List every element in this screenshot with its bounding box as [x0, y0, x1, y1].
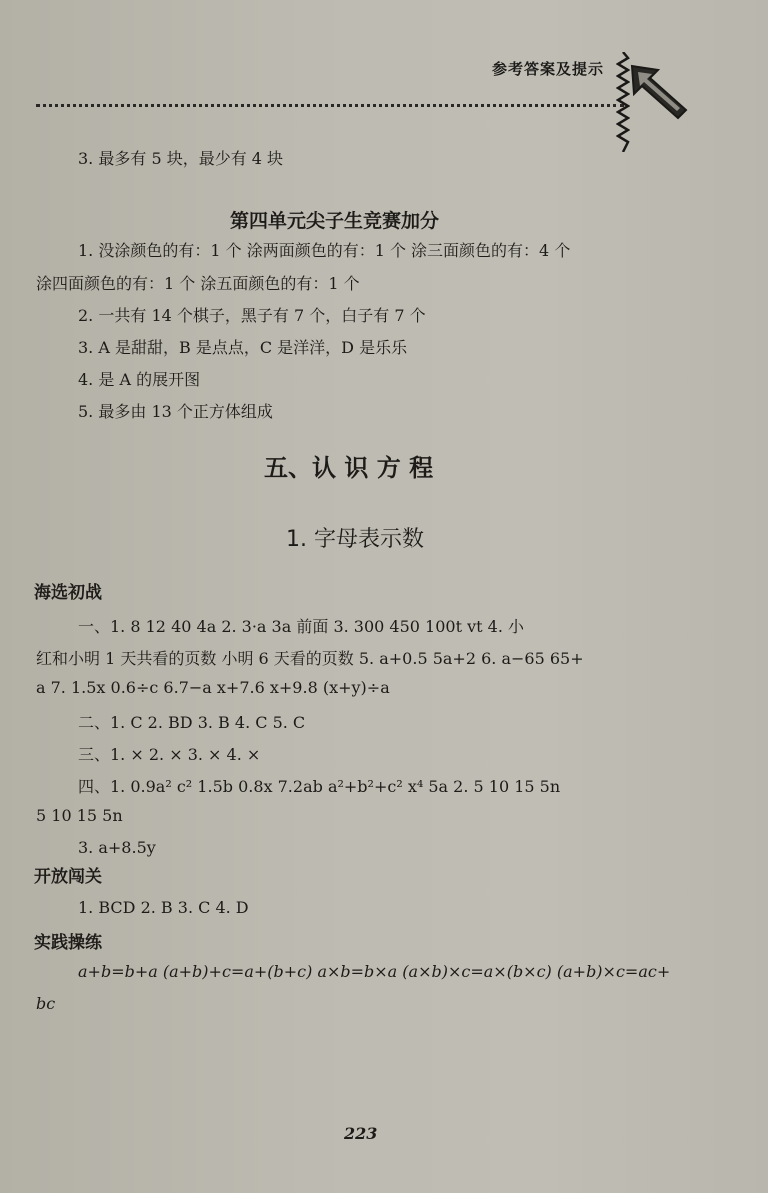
header-dotted-rule	[36, 104, 624, 107]
header-title: 参考答案及提示	[492, 60, 605, 78]
unit4-line-5: 4. 是 A 的展开图	[78, 370, 201, 389]
unit4-line-1: 1. 没涂颜色的有：1 个 涂两面颜色的有：1 个 涂三面颜色的有：4 个	[78, 241, 571, 260]
chapter-title: 五、认 识 方 程	[264, 454, 434, 482]
haixuan-line-6: 四、1. 0.9a² c² 1.5b 0.8x 7.2ab a²+b²+c² x⁴ 5a 2. 5 10 15 5n	[78, 777, 561, 796]
haixuan-line-8: 3. a+8.5y	[78, 838, 156, 857]
unit4-title: 第四单元尖子生竞赛加分	[230, 210, 440, 232]
unit4-line-4: 3. A 是甜甜，B 是点点，C 是洋洋，D 是乐乐	[78, 338, 408, 357]
unit4-line-2: 涂四面颜色的有：1 个 涂五面颜色的有：1 个	[36, 274, 360, 293]
lesson-title: 1. 字母表示数	[286, 527, 424, 552]
prev-item: 3. 最多有 5 块，最少有 4 块	[78, 149, 284, 168]
haixuan-line-3: a 7. 1.5x 0.6÷c 6.7−a x+7.6 x+9.8 (x+y)÷a	[36, 678, 390, 697]
haixuan-line-4: 二、1. C 2. BD 3. B 4. C 5. C	[78, 713, 306, 732]
arrow-logo-icon	[628, 62, 690, 120]
shijian-line-2: bc	[36, 994, 56, 1013]
page-number: 223	[344, 1124, 378, 1143]
kaifang-heading: 开放闯关	[34, 867, 102, 887]
unit4-line-6: 5. 最多由 13 个正方体组成	[78, 402, 273, 421]
shijian-heading: 实践操练	[34, 933, 102, 953]
haixuan-line-5: 三、1. × 2. × 3. × 4. ×	[78, 745, 261, 764]
kaifang-line-1: 1. BCD 2. B 3. C 4. D	[78, 898, 249, 917]
haixuan-line-1: 一、1. 8 12 40 4a 2. 3·a 3a 前面 3. 300 450 100t vt 4. 小	[78, 617, 525, 636]
shijian-line-1: a+b=b+a (a+b)+c=a+(b+c) a×b=b×a (a×b)×c=a×(b×c) (a+b)×c=ac+	[78, 962, 671, 981]
haixuan-line-7: 5 10 15 5n	[36, 806, 123, 825]
haixuan-line-2: 红和小明 1 天共看的页数 小明 6 天看的页数 5. a+0.5 5a+2 6. a−65 65+	[36, 649, 584, 668]
haixuan-heading: 海选初战	[34, 583, 102, 603]
unit4-line-3: 2. 一共有 14 个棋子，黑子有 7 个，白子有 7 个	[78, 306, 426, 325]
